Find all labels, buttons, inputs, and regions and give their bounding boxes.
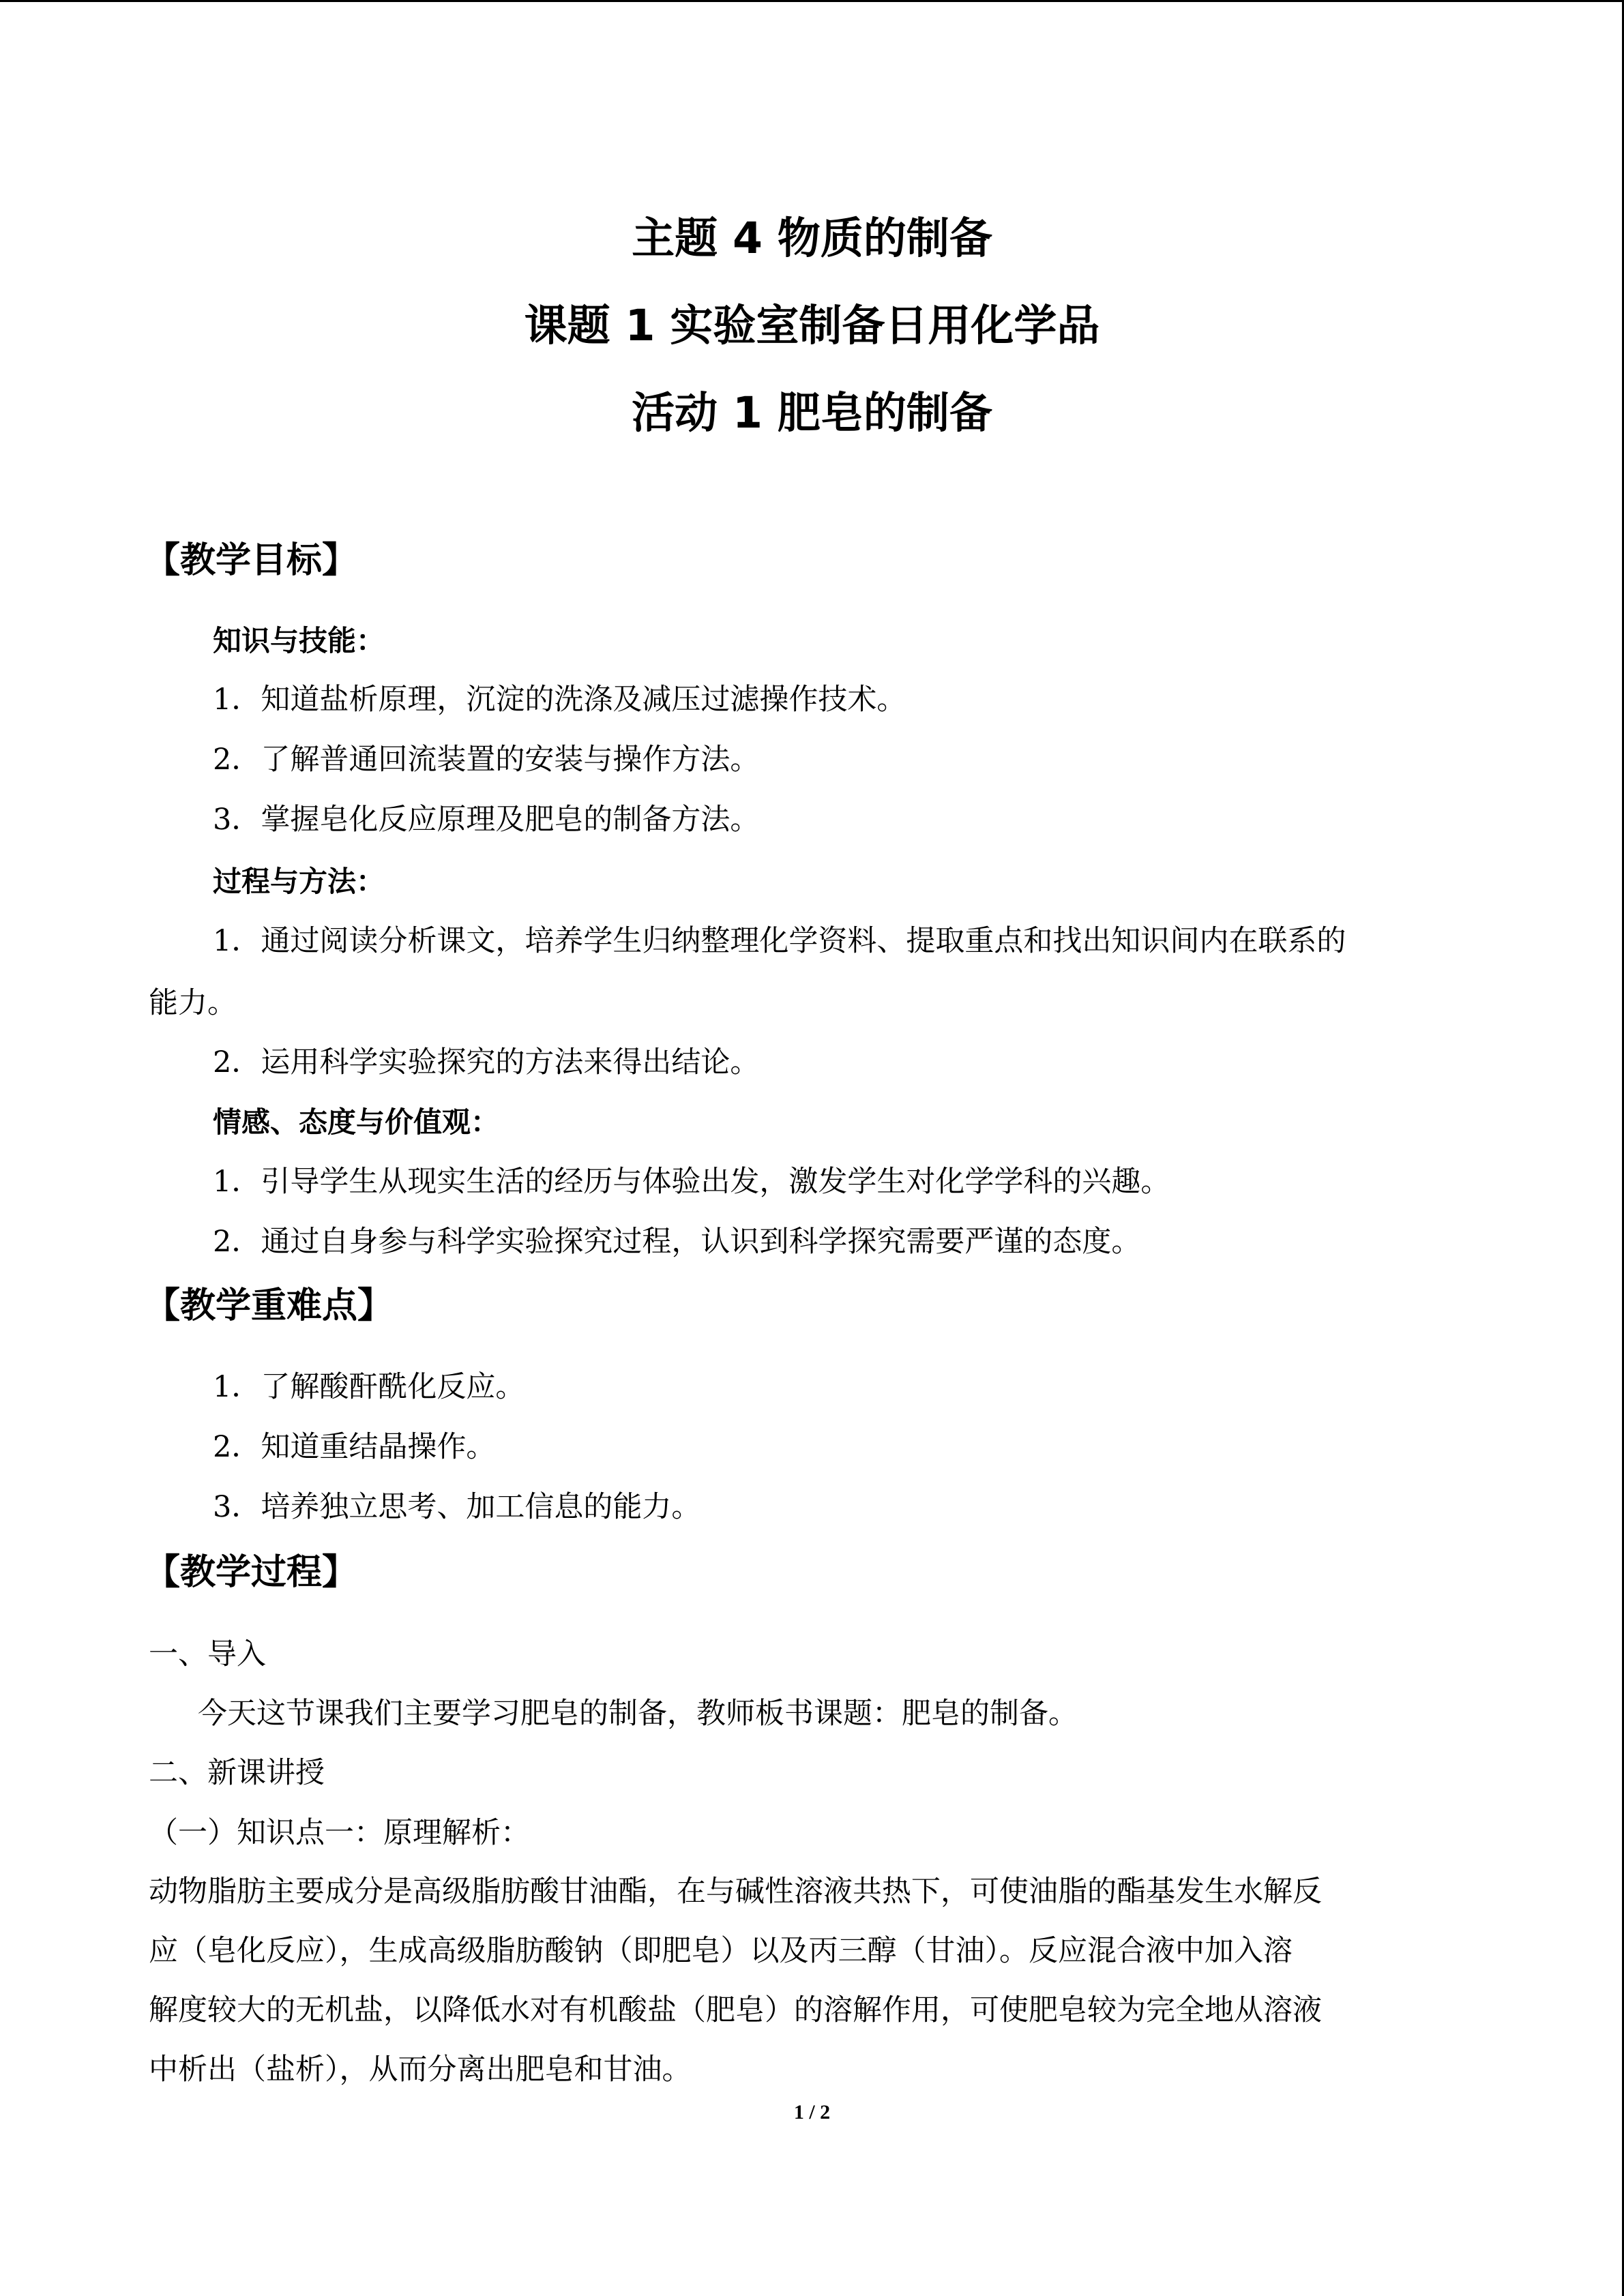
- process-item: 2．运用科学实验探究的方法来得出结论。: [213, 1045, 760, 1079]
- emotion-item: 2．通过自身参与科学实验探究过程，认识到科学探究需要严谨的态度。: [213, 1225, 1141, 1259]
- paragraph-line: 应（皂化反应），生成高级脂肪酸钠（即肥皂）以及丙三醇（甘油）。反应混合液中加入溶: [149, 1934, 1293, 1968]
- paragraph-line: 解度较大的无机盐，以降低水对有机酸盐（肥皂）的溶解作用，可使肥皂较为完全地从溶液: [149, 1993, 1322, 2027]
- knowledge-item: 1．知道盐析原理，沉淀的洗涤及减压过滤操作技术。: [213, 683, 906, 717]
- key-point-item: 1．了解酸酐酰化反应。: [213, 1370, 525, 1404]
- knowledge-item: 2．了解普通回流装置的安装与操作方法。: [213, 743, 760, 777]
- page-number: 1 / 2: [793, 2101, 831, 2123]
- emotion-label: 情感、态度与价值观：: [213, 1105, 500, 1139]
- topic-title: 课题 1 实验室制备日用化学品: [524, 301, 1100, 351]
- paragraph-line: 中析出（盐析），从而分离出肥皂和甘油。: [149, 2053, 692, 2087]
- principle-paragraph: [149, 1862, 1468, 2100]
- knowledge-point-label: （一）知识点一：原理解析：: [149, 1816, 530, 1850]
- process-item-continuation: 能力。: [149, 986, 237, 1020]
- section-new-lesson: 二、新课讲授: [149, 1756, 325, 1790]
- knowledge-item: 3．掌握皂化反应原理及肥皂的制备方法。: [213, 803, 760, 837]
- key-point-item: 2．知道重结晶操作。: [213, 1430, 496, 1464]
- process-heading: 【教学过程】: [145, 1552, 358, 1593]
- paragraph-line: 动物脂肪主要成分是高级脂肪酸甘油酯，在与碱性溶液共热下，可使油脂的酯基发生水解反: [149, 1875, 1322, 1909]
- process-item: 1．通过阅读分析课文，培养学生归纳整理化学资料、提取重点和找出知识间内在联系的: [213, 924, 1346, 958]
- activity-title: 活动 1 肥皂的制备: [632, 388, 992, 438]
- knowledge-label: 知识与技能：: [213, 624, 385, 657]
- objectives-heading: 【教学目标】: [145, 540, 358, 581]
- key-points-heading: 【教学重难点】: [145, 1285, 394, 1326]
- key-point-item: 3．培养独立思考、加工信息的能力。: [213, 1490, 701, 1524]
- top-border: [0, 0, 1624, 2]
- process-label: 过程与方法：: [213, 865, 385, 898]
- intro-paragraph: 今天这节课我们主要学习肥皂的制备，教师板书课题：肥皂的制备。: [198, 1697, 1078, 1731]
- emotion-item: 1．引导学生从现实生活的经历与体验出发，激发学生对化学学科的兴趣。: [213, 1165, 1170, 1199]
- theme-title: 主题 4 物质的制备: [632, 213, 992, 263]
- section-import: 一、导入: [149, 1637, 266, 1671]
